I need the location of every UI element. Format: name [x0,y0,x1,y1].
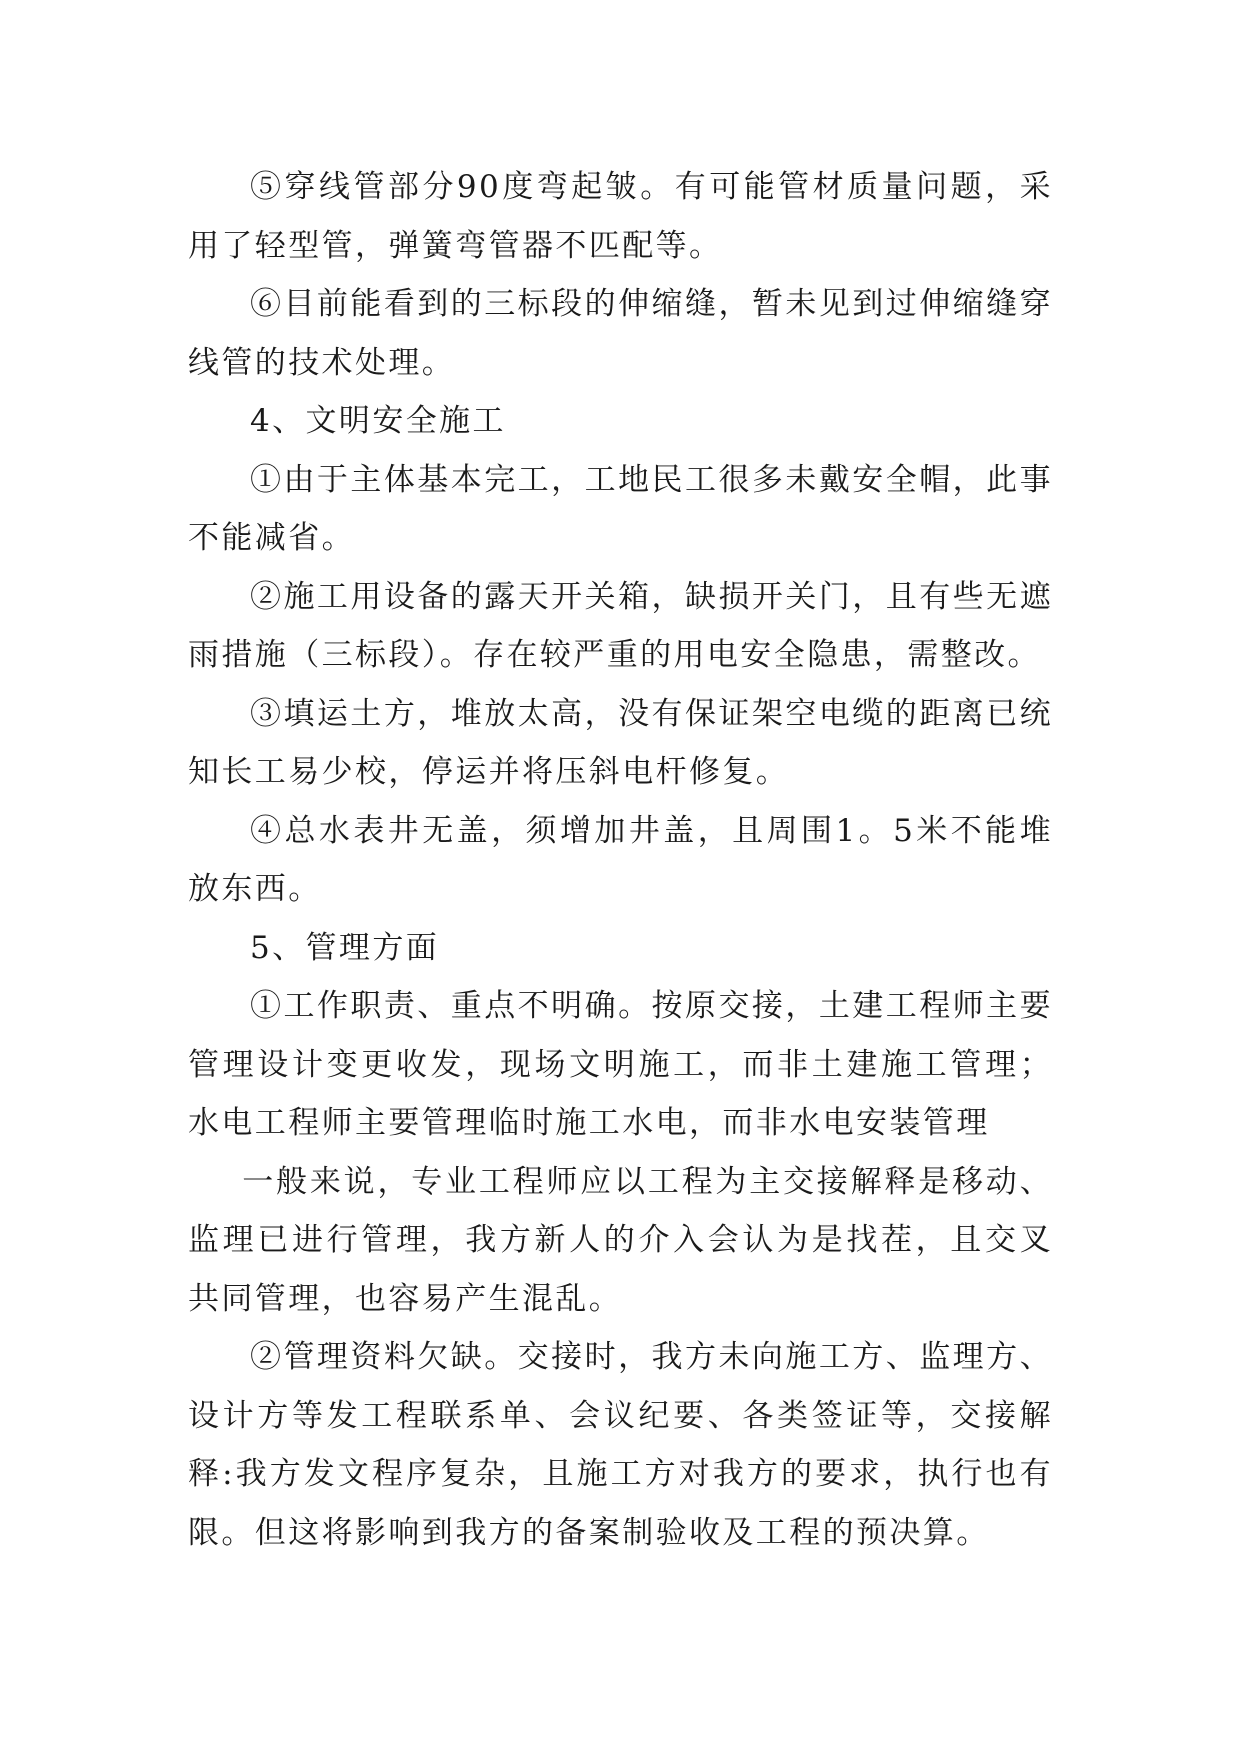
paragraph-item-3-earthwork: ③填运土方，堆放太高，没有保证架空电缆的距离已统知长工易少校，停运并将压斜电杆修复。 [188,695,1053,790]
paragraph-item-2-documentation: ②管理资料欠缺。交接时，我方未向施工方、监理方、设计方等发工程联系单、会议纪要、各类签证等，交接解释:我方发文程序复杂，且施工方对我方的要求，执行也有限。但这将影响到我方的备案制验收及工程的预决算。 [188,1339,1053,1551]
paragraph-item-1-safety-helmet: ①由于主体基本完工，工地民工很多未戴安全帽，此事不能减省。 [188,461,1053,556]
paragraph-item-1-responsibilities: ①工作职责、重点不明确。按原交接，土建工程师主要管理设计变更收发，现场文明施工，而非土建施工管理；水电工程师主要管理临时施工水电，而非水电安装管理 [188,988,1053,1141]
section-heading-civilized-safety: 4、文明安全施工 [250,403,506,439]
paragraph-general-explanation: 一般来说，专业工程师应以工程为主交接解释是移动、监理已进行管理，我方新人的介入会认为是找茬，且交叉共同管理，也容易产生混乱。 [188,1163,1053,1317]
paragraph-item-4-water-meter-well: ④总水表井无盖，须增加井盖，且周围1。5米不能堆放东西。 [188,812,1053,907]
paragraph-item-6-expansion-joint: ⑥目前能看到的三标段的伸缩缝，暂未见到过伸缩缝穿线管的技术处理。 [188,286,1053,381]
document-body [188,158,1053,1562]
section-heading-management: 5、管理方面 [250,929,440,966]
paragraph-item-2-switch-box: ②施工用设备的露天开关箱，缺损开关门，且有些无遮雨措施（三标段）。存在较严重的用电安全隐患，需整改。 [188,578,1053,673]
paragraph-item-5-bent-conduit: ⑤穿线管部分90度弯起皱。有可能管材质量问题，采用了轻型管，弹簧弯管器不匹配等。 [188,169,1053,264]
